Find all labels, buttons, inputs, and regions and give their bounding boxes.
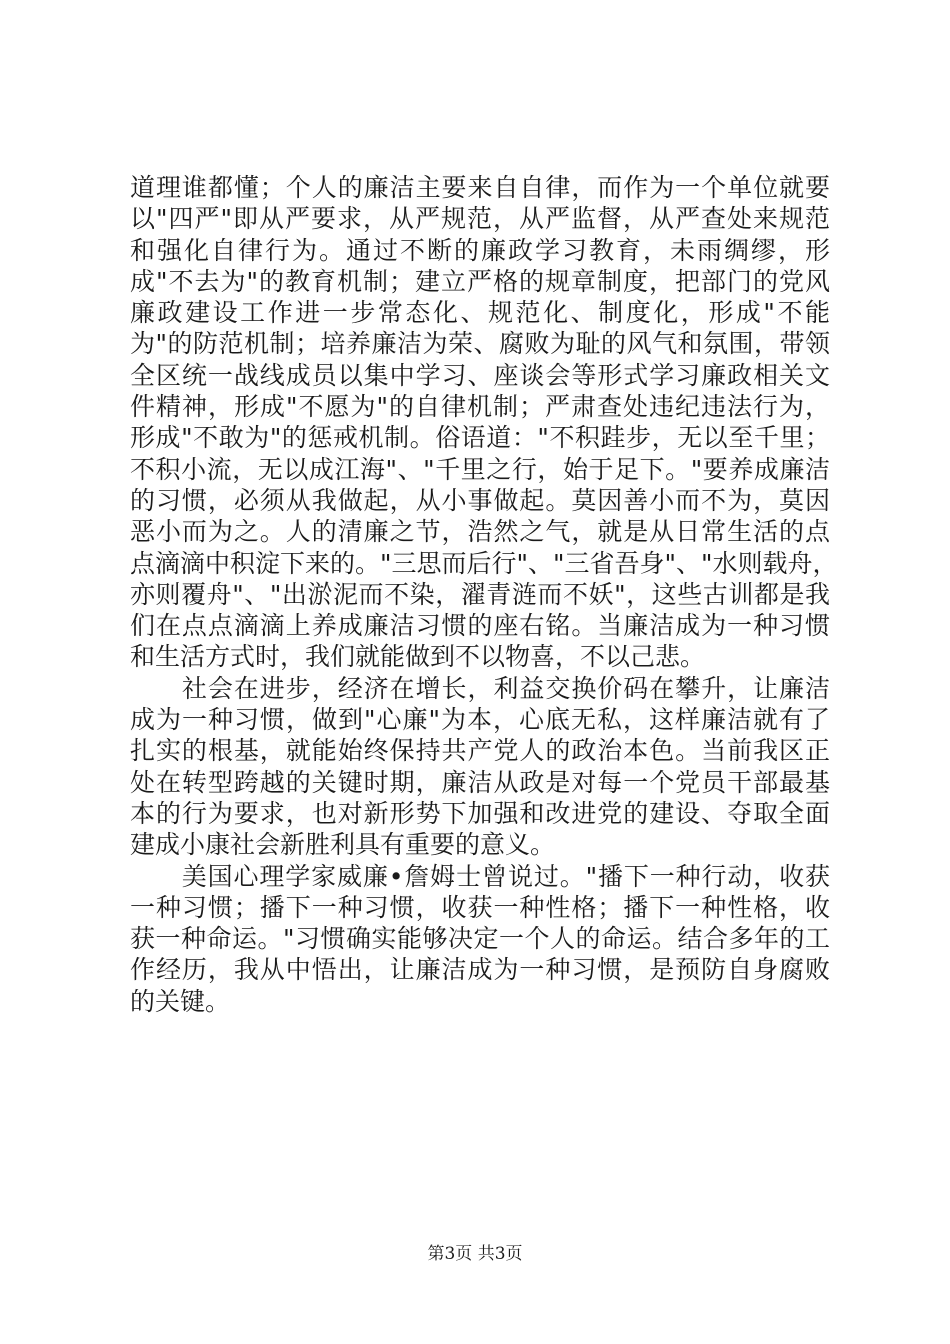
text-line: 和生活方式时，我们就能做到不以物喜，不以己悲。 bbox=[130, 642, 706, 672]
text-line: 亦则覆舟"、"出淤泥而不染，濯青涟而不妖"，这些古训都是我 bbox=[130, 579, 830, 609]
text-line: 成为一种习惯，做到"心廉"为本，心底无私，这样廉洁就有了 bbox=[130, 705, 830, 735]
text-line: 道理谁都懂；个人的廉洁主要来自自律，而作为一个单位就要 bbox=[130, 173, 830, 202]
text-line: 一种习惯；播下一种习惯，收获一种性格；播下一种性格，收 bbox=[130, 892, 830, 922]
text-line: 件精神，形成"不愿为"的自律机制；严肃查处违纪违法行为， bbox=[130, 392, 830, 422]
text-line: 社会在进步，经济在增长，利益交换价码在攀升，让廉洁 bbox=[130, 673, 830, 703]
text-line: 的关键。 bbox=[130, 986, 231, 1016]
text-line: 作经历，我从中悟出，让廉洁成为一种习惯，是预防自身腐败 bbox=[130, 955, 830, 985]
text-line: 本的行为要求，也对新形势下加强和改进党的建设、夺取全面 bbox=[130, 798, 830, 828]
text-line: 点滴滴中积淀下来的。"三思而后行"、"三省吾身"、"水则载舟， bbox=[130, 548, 838, 578]
text-line: 建成小康社会新胜利具有重要的意义。 bbox=[130, 830, 556, 860]
text-line: 为"的防范机制；培养廉洁为荣、腐败为耻的风气和氛围，带领 bbox=[130, 329, 830, 359]
document-body bbox=[130, 172, 838, 1017]
text-line: 不积小流，无以成江海"、"千里之行，始于足下。"要养成廉洁 bbox=[130, 454, 830, 484]
text-line: 形成"不敢为"的惩戒机制。俗语道："不积跬步，无以至千里； bbox=[130, 423, 830, 453]
text-line: 们在点点滴滴上养成廉洁习惯的座右铭。当廉洁成为一种习惯 bbox=[130, 611, 830, 641]
text-line: 处在转型跨越的关键时期，廉洁从政是对每一个党员干部最基 bbox=[130, 767, 830, 797]
text-line: 扎实的根基，就能始终保持共产党人的政治本色。当前我区正 bbox=[130, 736, 830, 766]
text-line: 廉政建设工作进一步常态化、规范化、制度化，形成"不能 bbox=[130, 298, 830, 328]
text-line: 的习惯，必须从我做起，从小事做起。莫因善小而不为，莫因 bbox=[130, 485, 830, 515]
text-line: 获一种命运。"习惯确实能够决定一个人的命运。结合多年的工 bbox=[130, 924, 830, 954]
text-line: 美国心理学家威廉•詹姆士曾说过。"播下一种行动，收获 bbox=[130, 861, 830, 891]
text-line: 和强化自律行为。通过不断的廉政学习教育，未雨绸缪，形 bbox=[130, 235, 830, 265]
text-line: 全区统一战线成员以集中学习、座谈会等形式学习廉政相关文 bbox=[130, 360, 830, 390]
text-line: 恶小而为之。人的清廉之节，浩然之气，就是从日常生活的点 bbox=[130, 517, 830, 547]
text-line: 成"不去为"的教育机制；建立严格的规章制度，把部门的党风 bbox=[130, 266, 830, 296]
text-line: 以"四严"即从严要求，从严规范，从严监督，从严查处来规范 bbox=[130, 204, 830, 234]
page-number-footer: 第3页 共3页 bbox=[427, 1244, 523, 1264]
